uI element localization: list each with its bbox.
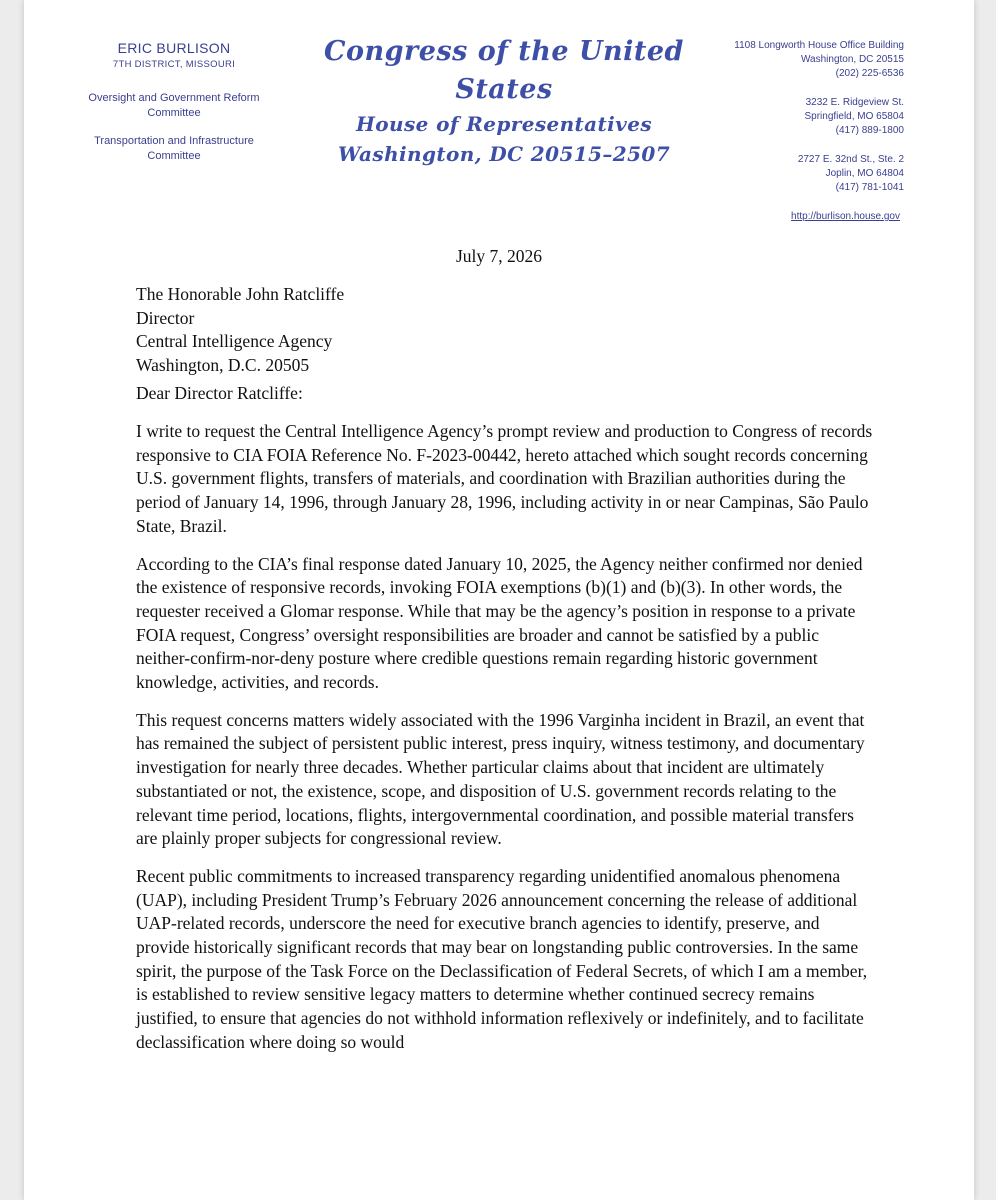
office-dc	[704, 39, 904, 81]
member-district: 7TH DISTRICT, MISSOURI	[112, 59, 236, 70]
office-springfield-line1: 3232 E. Ridgeview St.	[805, 97, 904, 108]
body-paragraph: This request concerns matters widely associated with the 1996 Varginha incident in Brazil, an event that has remained the subject of persistent public interest, press inquiry, witness testimony, and documentary investigation for nearly three decades. Whether particular claims about that incident are ultimately substantiated or not, the existence, scope, and disposition of U.S. government records relating to the relevant time period, locations, flights, intergovernmental coordination, and possible material transfers are plainly proper subjects for congressional review.	[136, 709, 865, 849]
member-name: ERIC BURLISON	[117, 40, 231, 56]
office-joplin	[704, 153, 904, 195]
office-joplin-line1: 2727 E. 32nd St., Ste. 2	[797, 154, 904, 165]
addressee-line: Central Intelligence Agency	[136, 331, 333, 351]
body-paragraph: According to the CIA’s final response dated January 10, 2025, the Agency neither confirmed nor denied the existence of responsive records, invoking FOIA exemptions (b)(1) and (b)(3). In other words, the requester received a Glomar response. While that may be the agency’s position in response to a private FOIA request, Congress’ oversight responsibilities are broader and cannot be satisfied by a public neither-confirm-nor-deny posture where credible questions remain regarding historic government knowledge, activities, and records.	[136, 553, 863, 693]
body-paragraph: Recent public commitments to increased transparency regarding unidentified anomalous phenomena (UAP), including President Trump’s February 2026 announcement concerning the release of additional UAP-related records, underscore the need for executive branch agencies to identify, preserve, and provide historically significant records that may bear on longstanding public controversies. In the same spirit, the purpose of the Task Force on the Declassification of Federal Secrets, of which I am a member, is established to review sensitive legacy matters to determine whether continued secrecy remains justified, to ensure that agencies do not withhold information reflexively or indefinitely, and to facilitate declassification where doing so would	[136, 865, 868, 1052]
committee-oversight: Oversight and Government Reform Committee	[88, 92, 260, 119]
office-springfield-phone: (417) 889-1800	[835, 125, 904, 136]
washington-address: Washington, DC 20515–2507	[337, 142, 671, 166]
office-joplin-line2: Joplin, MO 64804	[825, 168, 904, 179]
letter-date: July 7, 2026	[455, 246, 543, 266]
house-title: House of Representatives	[356, 112, 652, 136]
office-dc-phone: (202) 225-6536	[835, 68, 904, 79]
letterhead-member-block	[74, 40, 274, 177]
salutation: Dear Director Ratcliffe:	[136, 383, 303, 403]
letterhead-offices-block	[704, 39, 904, 224]
office-dc-line1: 1108 Longworth House Office Building	[734, 40, 904, 51]
addressee-line: Washington, D.C. 20505	[136, 354, 310, 375]
office-joplin-phone: (417) 781-1041	[835, 182, 904, 193]
addressee-line: The Honorable John Ratcliffe	[136, 284, 345, 304]
office-dc-line2: Washington, DC 20515	[800, 54, 904, 65]
letter-page	[24, 0, 974, 1200]
letterhead-title-block	[304, 33, 704, 169]
office-springfield-line2: Springfield, MO 65804	[804, 111, 904, 122]
body-paragraph: I write to request the Central Intelligence Agency’s prompt review and production to Congress of records responsive to CIA FOIA Reference No. F-2023-00442, hereto attached which sought records concerning U.S. government flights, transfers of materials, and coordination with Brazilian authorities during the period of January 14, 1996, through January 28, 1996, including activity in or near Campinas, São Paulo State, Brazil.	[136, 421, 873, 536]
committee-transportation: Transportation and Infrastructure Committee	[94, 135, 254, 162]
congress-title: Congress of the United States	[324, 36, 684, 105]
website-link[interactable]: http://burlison.house.gov	[791, 211, 900, 222]
office-springfield	[704, 96, 904, 138]
letter-body	[136, 420, 876, 1069]
addressee-block	[136, 283, 876, 377]
addressee-line: Director	[136, 307, 195, 328]
